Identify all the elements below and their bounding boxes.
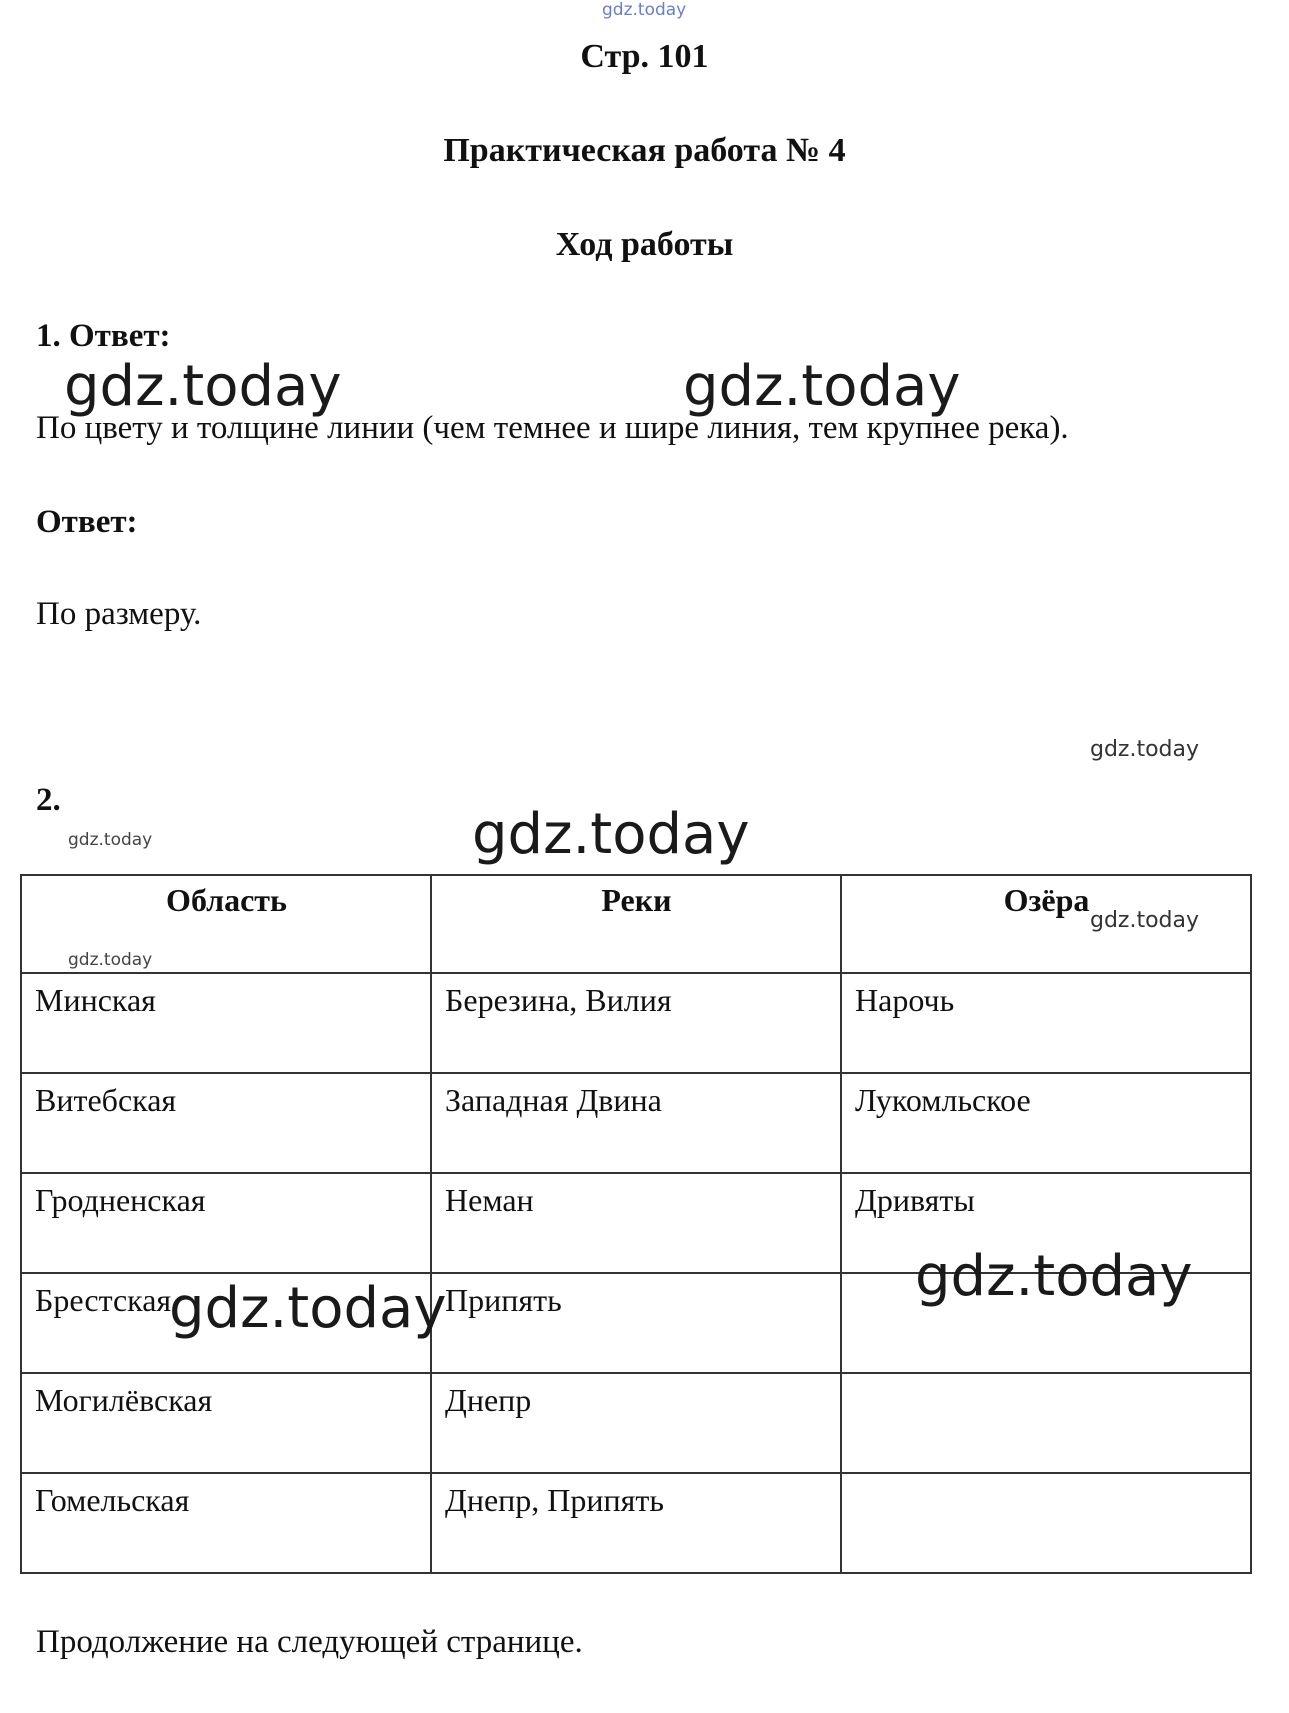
region-cell: Гродненская (21, 1173, 431, 1273)
table-row (21, 1373, 1251, 1473)
regions-table (20, 874, 1252, 1574)
watermark-small: gdz.today (1090, 908, 1200, 933)
rivers-cell: Припять (431, 1273, 841, 1373)
watermark-top: gdz.today (602, 0, 687, 20)
lakes-cell: Лукомльское (841, 1073, 1251, 1173)
lakes-cell: Дривяты (841, 1173, 1251, 1273)
rivers-cell: Западная Двина (431, 1073, 841, 1173)
watermark-large: gdz.today (683, 354, 961, 419)
rivers-cell: Березина, Вилия (431, 973, 841, 1073)
table-row (21, 1473, 1251, 1573)
region-cell: Гомельская (21, 1473, 431, 1573)
lakes-cell (841, 1273, 1251, 1373)
table-row (21, 1173, 1251, 1273)
task1-heading: 1. Ответ: (36, 318, 171, 354)
region-cell: Витебская (21, 1073, 431, 1173)
region-cell: Могилёвская (21, 1373, 431, 1473)
rivers-cell: Днепр (431, 1373, 841, 1473)
watermark-tiny: gdz.today (68, 830, 153, 850)
header-rivers: Реки (431, 875, 841, 973)
table-row (21, 1273, 1251, 1373)
table-row (21, 973, 1251, 1073)
lakes-cell (841, 1373, 1251, 1473)
header-region: Область (21, 875, 431, 973)
page-number: Стр. 101 (580, 38, 709, 75)
work-title: Практическая работа № 4 (443, 132, 846, 169)
region-cell: Брестская (21, 1273, 431, 1373)
region-cell: Минская (21, 973, 431, 1073)
lakes-cell (841, 1473, 1251, 1573)
lakes-cell: Нарочь (841, 973, 1251, 1073)
header-lakes: Озёра (841, 875, 1251, 973)
task1-heading-2: Ответ: (36, 504, 138, 540)
continuation-note: Продолжение на следующей странице. (36, 1624, 583, 1660)
section-title: Ход работы (555, 226, 734, 263)
watermark-large: gdz.today (915, 1244, 1193, 1309)
table-header-row (21, 875, 1251, 973)
task1-answer-2: По размеру. (36, 596, 202, 632)
task2-heading: 2. (36, 782, 61, 818)
rivers-cell: Днепр, Припять (431, 1473, 841, 1573)
watermark-tiny: gdz.today (68, 950, 153, 970)
rivers-cell: Неман (431, 1173, 841, 1273)
table-row (21, 1073, 1251, 1173)
watermark-large: gdz.today (64, 354, 342, 419)
watermark-large: gdz.today (472, 802, 750, 867)
task1-answer: По цвету и толщине линии (чем темнее и шире линия, тем крупнее река). (36, 410, 1069, 446)
watermark-small: gdz.today (1090, 737, 1200, 762)
watermark-large: gdz.today (169, 1276, 447, 1341)
